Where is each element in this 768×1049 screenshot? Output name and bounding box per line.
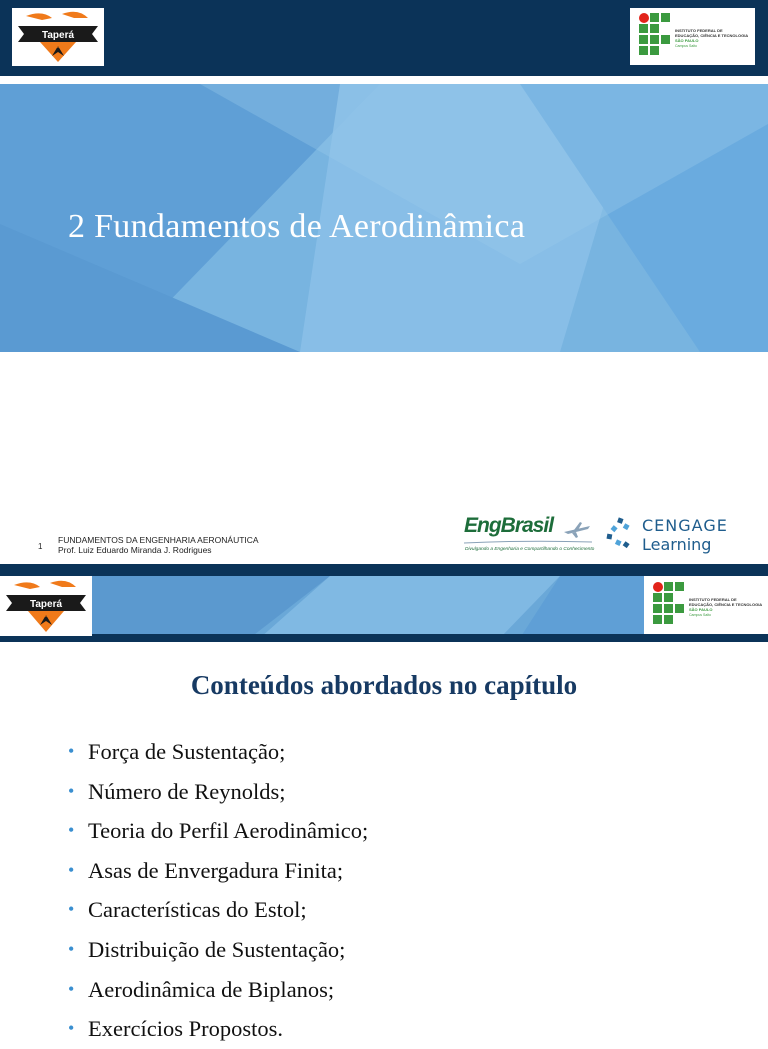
engbrasil-swoosh — [464, 540, 592, 544]
header-bar — [0, 564, 768, 576]
tapera-logo — [12, 8, 104, 66]
footer-text — [58, 535, 259, 555]
engbrasil-logo — [464, 514, 594, 558]
header-divider — [0, 634, 768, 642]
if-logo-graphic — [630, 8, 755, 65]
list-item-text: Características do Estol; — [88, 897, 307, 923]
list-item — [68, 732, 368, 772]
airplane-icon — [562, 520, 592, 540]
slide-heading: Conteúdos abordados no capítulo — [190, 670, 578, 700]
list-item-text: Exercícios Propostos. — [88, 1016, 283, 1042]
footer-professor: Prof. Luiz Eduardo Miranda J. Rodrigues — [58, 545, 212, 555]
tapera-logo-text: Taperá — [29, 599, 63, 610]
if-line3: SÃO PAULO — [675, 38, 699, 43]
if-line2: EDUCAÇÃO, CIÊNCIA E TECNOLOGIA — [675, 33, 749, 38]
if-logo-graphic — [644, 576, 768, 634]
header-divider — [0, 76, 768, 84]
if-line3: SÃO PAULO — [689, 607, 713, 612]
engbrasil-tagline: Divulgando a Engenharia e Compartilhando o Conhecimento — [465, 547, 595, 552]
bullet-icon: • — [68, 938, 75, 959]
content-list — [68, 732, 368, 1049]
tapera-logo-graphic — [12, 8, 104, 66]
list-item-text: Teoria do Perfil Aerodinâmico; — [88, 818, 369, 844]
list-item — [68, 851, 368, 891]
if-line2: EDUCAÇÃO, CIÊNCIA E TECNOLOGIA — [689, 602, 763, 607]
if-logo — [644, 576, 768, 634]
cengage-logo — [604, 514, 744, 558]
list-item-text: Aerodinâmica de Biplanos; — [88, 976, 335, 1002]
cengage-learning: Learning — [642, 535, 712, 554]
list-item — [68, 1009, 368, 1049]
bullet-icon: • — [68, 780, 75, 801]
slide-title: 2 Fundamentos de Aerodinâmica — [68, 208, 526, 245]
if-line4: Campus Salto — [689, 613, 711, 617]
list-item-text: Distribuição de Sustentação; — [88, 936, 346, 962]
tapera-logo-text: Taperá — [41, 30, 75, 41]
list-item — [68, 811, 368, 851]
footer-course: FUNDAMENTOS DA ENGENHARIA AERONÁUTICA — [58, 535, 259, 545]
bullet-icon: • — [68, 1018, 75, 1039]
cengage-mark-icon — [604, 516, 638, 550]
list-item-text: Força de Sustentação; — [88, 739, 286, 764]
if-logo — [630, 8, 755, 65]
list-item — [68, 970, 368, 1010]
bullet-icon: • — [68, 859, 75, 880]
if-line4: Campus Salto — [675, 44, 697, 48]
tapera-logo-subtext: aerodesign — [49, 45, 67, 49]
if-line1: INSTITUTO FEDERAL DE — [675, 28, 723, 33]
list-item — [68, 930, 368, 970]
list-item — [68, 772, 368, 812]
if-line1: INSTITUTO FEDERAL DE — [689, 597, 737, 602]
slide-2 — [0, 564, 768, 1042]
bullet-icon: • — [68, 978, 75, 999]
list-item-text: Asas de Envergadura Finita; — [88, 857, 344, 883]
engbrasil-name: EngBrasil — [464, 514, 554, 537]
cengage-name: CENGAGE — [642, 516, 728, 535]
tapera-logo-subtext: aerodesign — [37, 614, 55, 618]
bullet-icon: • — [68, 820, 75, 841]
list-item-text: Número de Reynolds; — [88, 778, 286, 804]
tapera-logo-graphic — [0, 576, 92, 636]
page-number: 1 — [38, 542, 43, 551]
tapera-logo — [0, 576, 92, 636]
list-item — [68, 890, 368, 930]
bullet-icon: • — [68, 741, 75, 761]
bullet-icon: • — [68, 899, 75, 920]
